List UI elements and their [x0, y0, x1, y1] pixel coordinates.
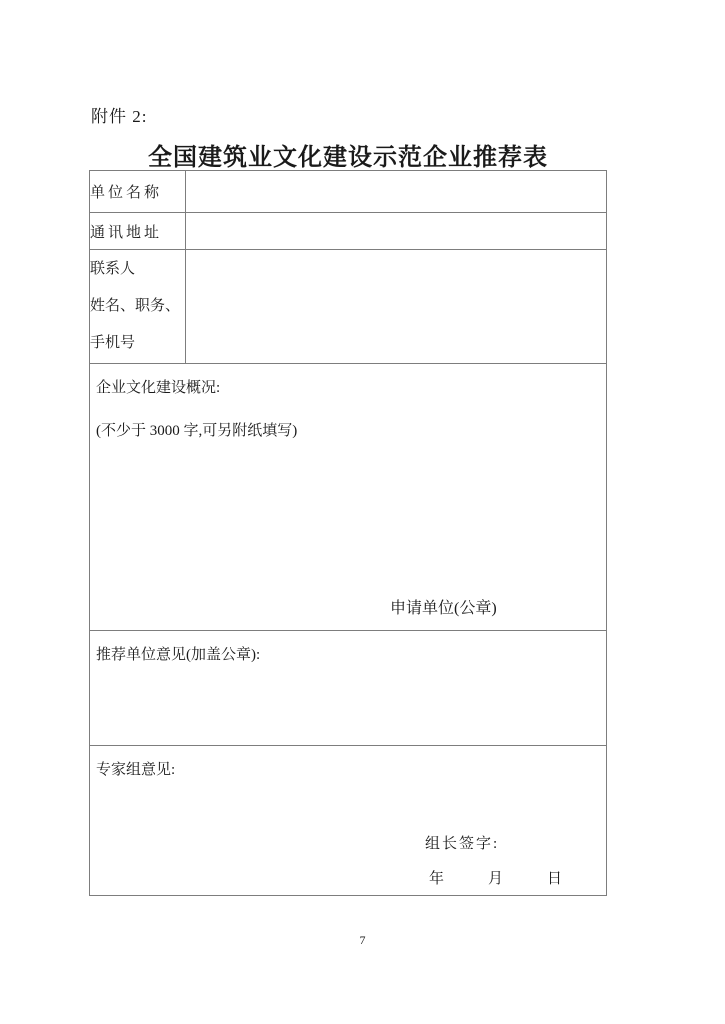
date-month-label: 月	[488, 871, 504, 887]
unit-name-input-cell[interactable]	[186, 171, 607, 213]
table-row-expert-opinion	[90, 746, 607, 896]
attachment-label: 附件 2:	[91, 107, 148, 126]
contact-person-label-cell	[90, 250, 186, 364]
table-row-contact-person	[90, 250, 607, 364]
unit-name-label: 单位名称	[90, 185, 163, 201]
mailing-address-label-cell	[90, 213, 186, 250]
contact-label-line-2: 姓名、职务、	[90, 298, 181, 314]
unit-name-label-cell	[90, 171, 186, 213]
culture-overview-note: (不少于 3000 字,可另附纸填写)	[96, 423, 298, 439]
table-row-unit-name	[90, 171, 607, 213]
table-row-recommendation-opinion	[90, 631, 607, 746]
table-row-mailing-address	[90, 213, 607, 250]
page-title: 全国建筑业文化建设示范企业推荐表	[148, 145, 548, 171]
mailing-address-label: 通讯地址	[90, 224, 163, 241]
table-row-culture-overview	[90, 364, 607, 631]
mailing-address-input-cell[interactable]	[186, 213, 607, 250]
date-year-label: 年	[429, 871, 445, 887]
leader-signature-label: 组长签字:	[425, 836, 500, 852]
expert-opinion-cell[interactable]	[90, 746, 607, 896]
applicant-seal-label: 申请单位(公章)	[390, 600, 497, 617]
recommendation-form-table	[89, 170, 607, 896]
contact-label-line-1: 联系人	[90, 261, 136, 277]
culture-overview-cell[interactable]	[90, 364, 607, 631]
contact-label-line-3: 手机号	[90, 335, 136, 351]
date-day-label: 日	[547, 871, 563, 887]
date-line	[429, 867, 562, 888]
recommendation-opinion-cell[interactable]	[90, 631, 607, 746]
recommendation-opinion-heading: 推荐单位意见(加盖公章):	[96, 647, 261, 663]
expert-opinion-heading: 专家组意见:	[96, 762, 176, 778]
contact-person-input-cell[interactable]	[186, 250, 607, 364]
page-number: 7	[359, 933, 366, 947]
culture-overview-heading: 企业文化建设概况:	[96, 380, 221, 396]
